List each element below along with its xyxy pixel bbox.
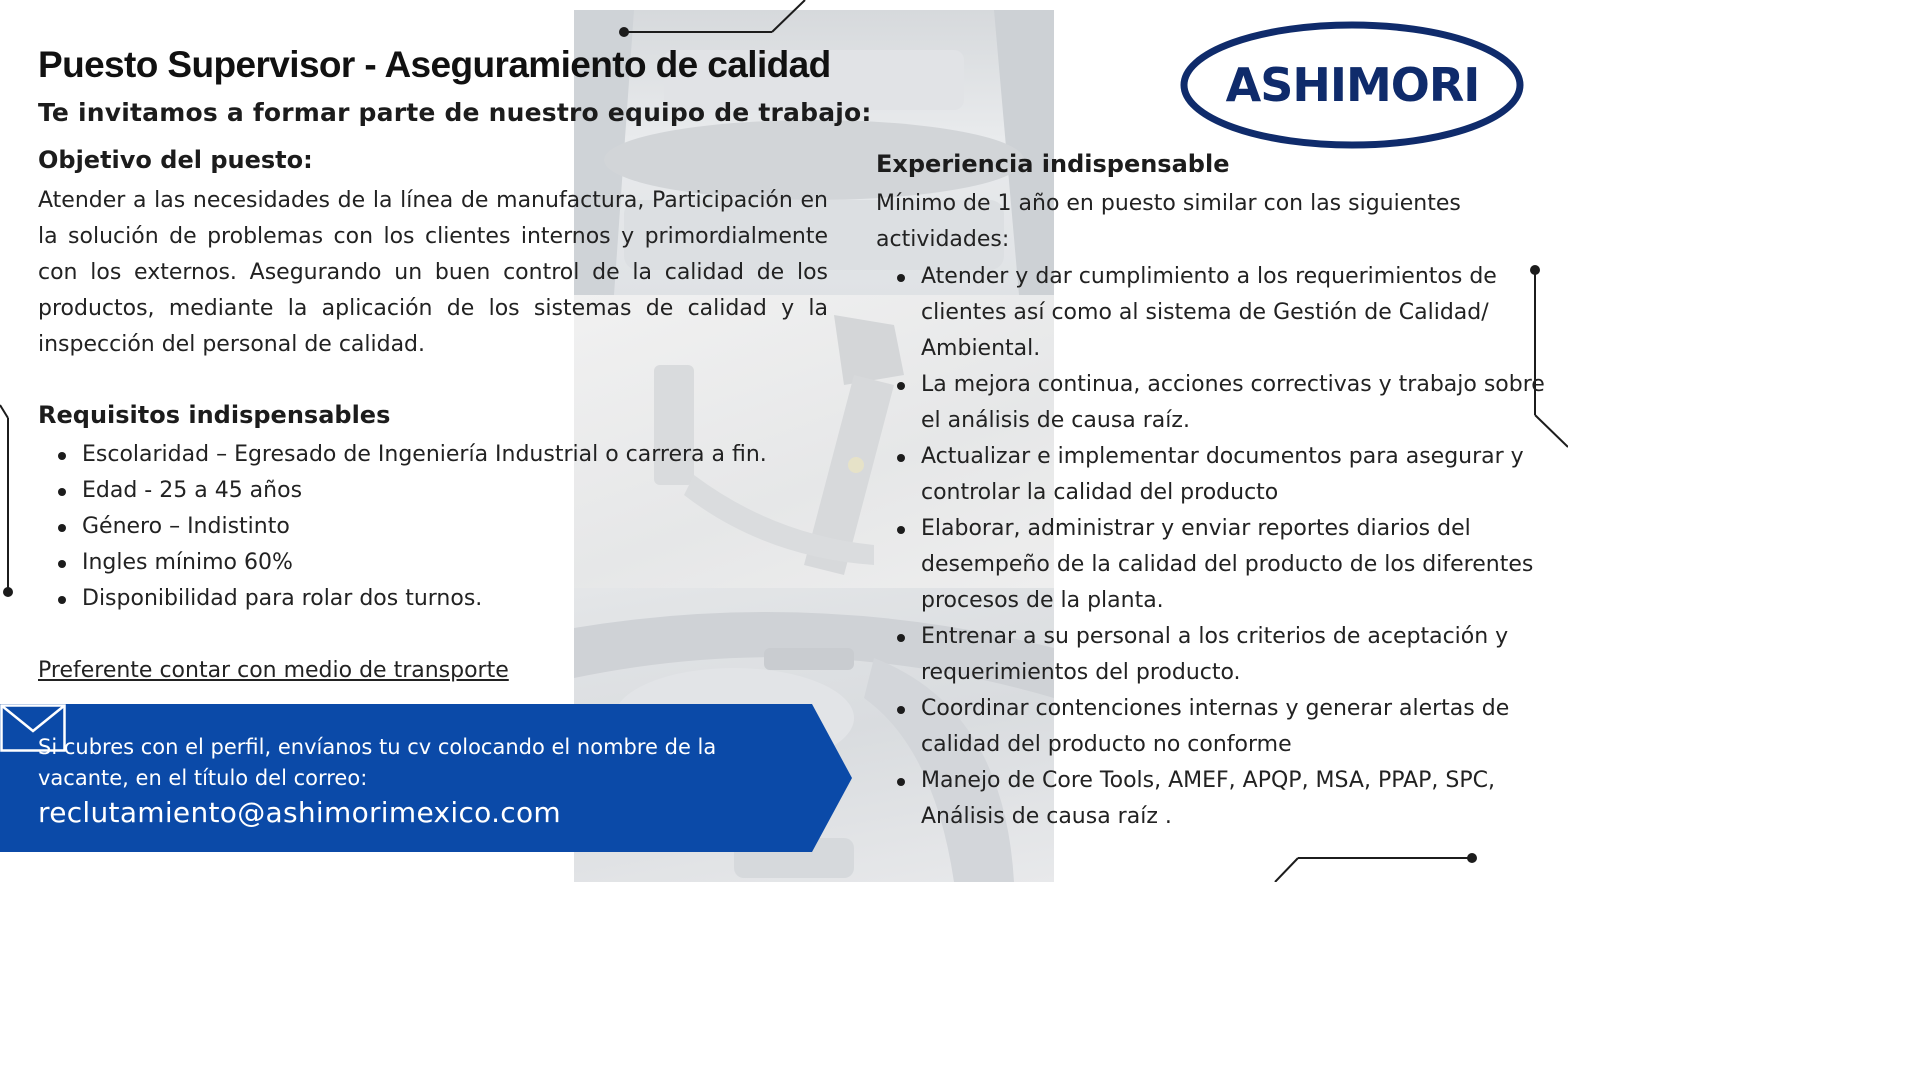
page-subtitle: Te invitamos a formar parte de nuestro equipo de trabajo: (38, 98, 872, 127)
list-item: Actualizar e implementar documentos para asegurar y controlar la calidad del producto (876, 439, 1556, 511)
list-item: Elaborar, administrar y enviar reportes diarios del desempeño de la calidad del producto de los diferentes procesos de la planta. (876, 511, 1556, 619)
bullet-icon (58, 488, 66, 496)
contact-email-link[interactable]: reclutamiento@ashimorimexico.com (38, 796, 561, 829)
bullet-icon (58, 596, 66, 604)
contact-instructions: Si cubres con el perfil, envíanos tu cv colocando el nombre de la vacante, en el título del correo: (38, 735, 717, 790)
preferente-note: Preferente contar con medio de transporte (38, 658, 509, 683)
logo-wordmark: ASHIMORI (1225, 58, 1480, 112)
bullet-icon (897, 382, 905, 390)
list-item: Escolaridad – Egresado de Ingeniería Industrial o carrera a fin. (38, 437, 828, 473)
list-item: Atender y dar cumplimiento a los requerimientos de clientes así como al sistema de Gestión de Calidad/ Ambiental. (876, 259, 1556, 367)
bullet-icon (897, 778, 905, 786)
list-item: Coordinar contenciones internas y generar alertas de calidad del producto no conforme (876, 691, 1556, 763)
experiencia-intro: Mínimo de 1 año en puesto similar con las siguientes actividades: (876, 191, 1461, 252)
experiencia-list (876, 259, 1556, 835)
bullet-icon (58, 560, 66, 568)
experiencia-heading: Experiencia indispensable (876, 150, 1230, 178)
requisitos-heading: Requisitos indispensables (38, 401, 391, 429)
bullet-icon (58, 524, 66, 532)
page-title: Puesto Supervisor - Aseguramiento de calidad (38, 44, 831, 85)
list-item: Género – Indistinto (38, 509, 828, 545)
bullet-icon (58, 452, 66, 460)
list-item: Disponibilidad para rolar dos turnos. (38, 581, 828, 617)
bullet-icon (897, 634, 905, 642)
bullet-icon (897, 706, 905, 714)
bullet-icon (897, 454, 905, 462)
objetivo-heading: Objetivo del puesto: (38, 146, 313, 174)
bullet-icon (897, 274, 905, 282)
list-item: Entrenar a su personal a los criterios de aceptación y requerimientos del producto. (876, 619, 1556, 691)
list-item: Manejo de Core Tools, AMEF, APQP, MSA, PPAP, SPC, Análisis de causa raíz . (876, 763, 1556, 835)
ashimori-logo (1180, 20, 1525, 150)
envelope-icon (0, 704, 66, 752)
objetivo-text: Atender a las necesidades de la línea de manufactura, Participación en la solución de problemas con los clientes internos y primordialmente con los externos. Asegurando un buen control de la calidad de los productos, mediante la aplicación de los sistemas de calidad y la inspección del personal de calidad. (38, 188, 828, 357)
requisitos-list (38, 437, 828, 617)
contact-banner (0, 704, 852, 852)
list-item: La mejora continua, acciones correctivas y trabajo sobre el análisis de causa raíz. (876, 367, 1556, 439)
bullet-icon (897, 526, 905, 534)
list-item: Edad - 25 a 45 años (38, 473, 828, 509)
list-item: Ingles mínimo 60% (38, 545, 828, 581)
